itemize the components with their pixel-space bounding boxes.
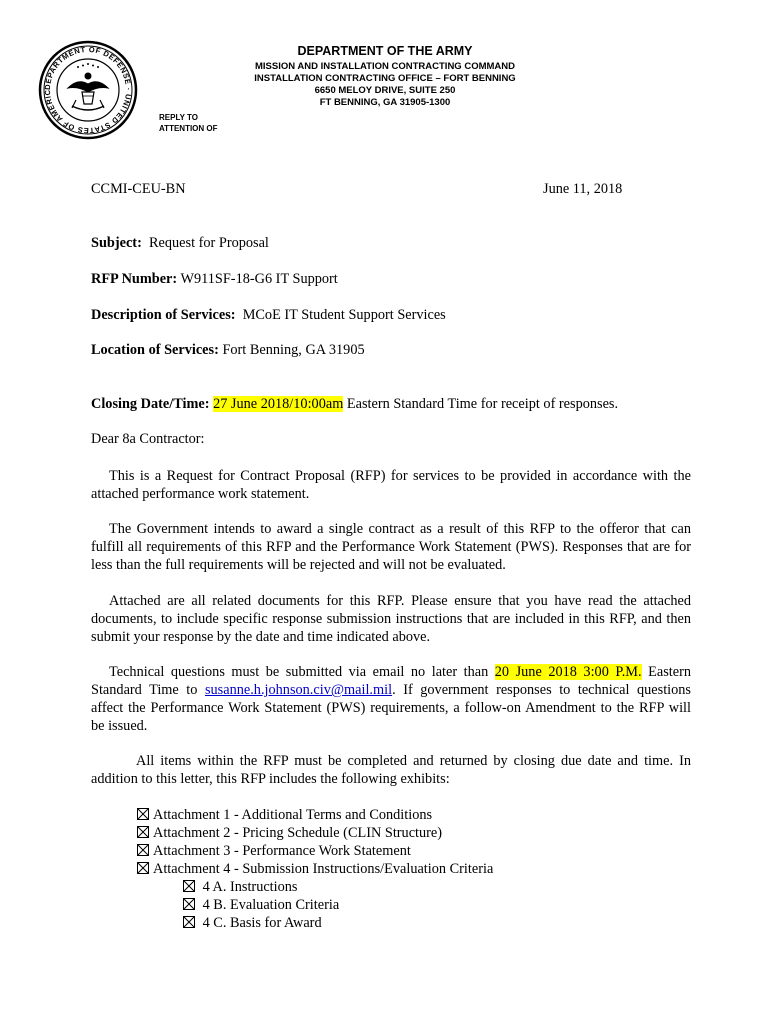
rfp-number-label: RFP Number: bbox=[91, 271, 178, 287]
reply-to-label: REPLY TO bbox=[159, 113, 198, 122]
paragraph-3-text: Attached are all related documents for this RFP. Please ensure that you have read the attached documents, to include specific response submission instructions that are included in this RFP, and then submit your response by the date and time indicated above. bbox=[91, 593, 691, 645]
checked-box-icon[interactable] bbox=[183, 880, 195, 892]
checked-box-icon[interactable] bbox=[183, 898, 195, 910]
attachment-item bbox=[137, 824, 493, 842]
paragraph-1-text: This is a Request for Contract Proposal (RFP) for services to be provided in accordance with the attached performance work statement. bbox=[91, 468, 691, 502]
closing-line bbox=[91, 396, 618, 413]
location-line bbox=[91, 342, 365, 359]
sub-attachment-label: 4 C. Basis for Award bbox=[202, 915, 322, 931]
letterhead-command: MISSION AND INSTALLATION CONTRACTING COMMAND bbox=[255, 61, 515, 72]
checked-box-icon[interactable] bbox=[137, 808, 149, 820]
sub-attachment-item bbox=[183, 878, 339, 896]
subject-line bbox=[91, 235, 269, 252]
letterhead-city: FT BENNING, GA 31905-1300 bbox=[319, 97, 451, 108]
paragraph-2 bbox=[91, 520, 691, 574]
paragraph-5-text: All items within the RFP must be completed and returned by closing due date and time. In addition to this letter, this RFP includes the following exhibits: bbox=[91, 753, 691, 787]
attachment-label: Attachment 4 - Submission Instructions/Evaluation Criteria bbox=[153, 861, 494, 877]
sub-attachments-list bbox=[183, 878, 339, 932]
sub-attachment-label: 4 A. Instructions bbox=[202, 879, 298, 895]
letterhead-org: DEPARTMENT OF THE ARMY bbox=[297, 44, 473, 58]
location-value: Fort Benning, GA 31905 bbox=[222, 342, 365, 358]
office-symbol: CCMI-CEU-BN bbox=[91, 181, 186, 197]
paragraph-4-text-end: . If government responses to technical questions affect the Performance Work Statement (PWS) requirements, a follow-on Amendment to the RFP will be issued. bbox=[91, 682, 691, 734]
attachment-label: Attachment 2 - Pricing Schedule (CLIN Structure) bbox=[153, 825, 443, 841]
letterhead-address bbox=[140, 61, 630, 109]
attachment-item bbox=[137, 860, 493, 878]
paragraph-4-text-start: Technical questions must be submitted via email no later than bbox=[109, 664, 495, 680]
reply-to-block bbox=[159, 112, 218, 134]
checked-box-icon[interactable] bbox=[183, 916, 195, 928]
description-value: MCoE IT Student Support Services bbox=[242, 307, 446, 323]
closing-label: Closing Date/Time: bbox=[91, 396, 210, 412]
subject-value: Request for Proposal bbox=[148, 235, 269, 251]
sub-attachment-item bbox=[183, 896, 339, 914]
paragraph-4-text-mid: Eastern Standard Time to bbox=[91, 664, 691, 698]
description-label: Description of Services: bbox=[91, 307, 236, 323]
contact-email-link[interactable]: susanne.h.johnson.civ@mail.mil bbox=[204, 682, 393, 698]
rfp-number-line bbox=[91, 271, 338, 288]
paragraph-4 bbox=[91, 663, 691, 735]
checked-box-icon[interactable] bbox=[137, 826, 149, 838]
letter-date: June 11, 2018 bbox=[543, 181, 623, 197]
attachment-item bbox=[137, 842, 493, 860]
attachment-item bbox=[137, 806, 493, 824]
salutation: Dear 8a Contractor: bbox=[91, 431, 205, 447]
dod-seal bbox=[38, 40, 138, 140]
attachment-label: Attachment 3 - Performance Work Statement bbox=[153, 843, 411, 859]
checked-box-icon[interactable] bbox=[137, 844, 149, 856]
questions-deadline: 20 June 2018 3:00 P.M. bbox=[494, 664, 642, 680]
paragraph-3 bbox=[91, 592, 691, 646]
subject-label: Subject: bbox=[91, 235, 142, 251]
attachment-label: Attachment 1 - Additional Terms and Conditions bbox=[153, 807, 433, 823]
paragraph-2-text: The Government intends to award a single contract as a result of this RFP to the offeror that can fulfill all requirements of this RFP and the Performance Work Statement (PWS). Responses that are for less than the full requirements will be rejected and will not be evaluated. bbox=[91, 521, 691, 573]
attachments-list bbox=[137, 806, 493, 878]
paragraph-5 bbox=[91, 752, 691, 788]
svg-text:DEPARTMENT OF DEFENSE · UNITED: DEPARTMENT OF DEFENSE · UNITED STATES OF AMERIC bbox=[42, 44, 134, 136]
sub-attachment-item bbox=[183, 914, 339, 932]
paragraph-1 bbox=[91, 467, 691, 503]
description-line bbox=[91, 307, 446, 324]
closing-suffix: Eastern Standard Time for receipt of responses. bbox=[343, 396, 619, 412]
letterhead-street: 6650 MELOY DRIVE, SUITE 250 bbox=[314, 85, 456, 96]
location-label: Location of Services: bbox=[91, 342, 219, 358]
letterhead-office: INSTALLATION CONTRACTING OFFICE – FORT BENNING bbox=[254, 73, 516, 84]
attention-of-label: ATTENTION OF bbox=[159, 124, 218, 133]
checked-box-icon[interactable] bbox=[137, 862, 149, 874]
rfp-number-value: W911SF-18-G6 IT Support bbox=[180, 271, 338, 287]
sub-attachment-label: 4 B. Evaluation Criteria bbox=[202, 897, 340, 913]
closing-datetime: 27 June 2018/10:00am bbox=[213, 396, 344, 412]
